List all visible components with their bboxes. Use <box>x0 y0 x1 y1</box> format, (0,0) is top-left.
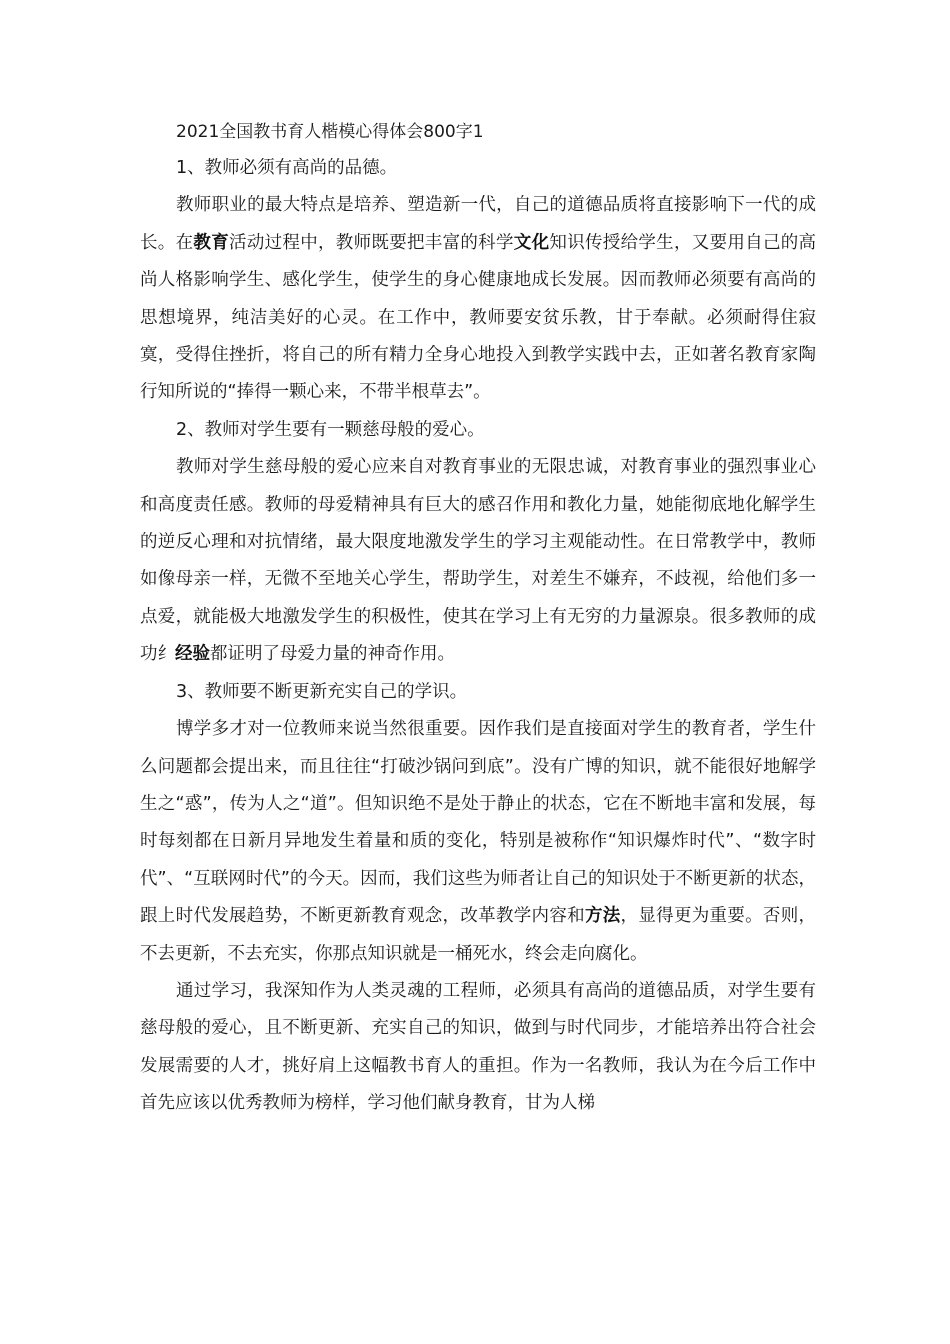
section-paragraph-2 <box>140 449 816 673</box>
paragraph-text-run: 都证明了母爱力量的神奇作用。 <box>210 644 455 665</box>
keyword-link[interactable]: 教育 <box>193 232 230 253</box>
paragraph-text-run: 知识传授给学生，又要用自己的高尚人格影响学生、感化学生，使学生的身心健康地成长发展。因而教师必须要有高尚的思想境界，纯洁美好的心灵。在工作中，教师要安贫乐教，甘于奉献。必须耐得住寂寞，受得住挫折，将自己的所有精力全身心地投入到教学实践中去，正如著名教育家陶行知所说的“捧得一颗心来，不带半根草去”。 <box>140 232 817 403</box>
paragraph-text-run: 教师对学生慈母般的爱心应来自对教育事业的无限忠诚，对教育事业的强烈事业心和高度责任感。教师的母爱精神具有巨大的感召作用和教化力量，她能彻底地化解学生的逆反心理和对抗情绪，最大限度地激发学生的学习主观能动性。在日常教学中，教师如像母亲一样，无微不至地关心学生，帮助学生，对差生不嫌弃，不歧视，给他们多一点爱，就能极大地激发学生的积极性，使其在学习上有无穷的力量源泉。很多教师的成功纟 <box>140 457 816 665</box>
document-body <box>140 114 816 1123</box>
section-paragraph-3 <box>140 711 816 973</box>
keyword-link[interactable]: 方法 <box>584 906 621 927</box>
section-heading-1: 1、教师必须有高尚的品德。 <box>176 158 398 178</box>
paragraph-text-run: ，显得更为重要。否则，不去更新，不去充实，你那点知识就是一桶死水，终会走向腐化。 <box>140 906 817 964</box>
section-paragraph-1 <box>140 187 816 411</box>
closing-paragraph: 通过学习，我深知作为人类灵魂的工程师，必须具有高尚的道德品质，对学生要有慈母般的爱心，且不断更新、充实自己的知识，做到与时代同步，才能培养出符合社会发展需要的人才，挑好肩上这幅教书育人的重担。作为一名教师，我认为在今后工作中首先应该以优秀教师为榜样，学习他们献身教育，甘为人梯 <box>140 980 816 1114</box>
section-heading-2: 2、教师对学生要有一颗慈母般的爱心。 <box>176 419 485 440</box>
keyword-link[interactable]: 文化 <box>513 232 550 253</box>
paragraph-text-run: 博学多才对一位教师来说当然很重要。因作我们是直接面对学生的教育者，学生什么问题都会提出来，而且往往“打破沙锅问到底”。没有广博的知识，就不能很好地解学生之“惑”，传为人之“道”。但知识绝不是处于静止的状态，它在不断地丰富和发展，每时每刻都在日新月异地发生着量和质的变化，特别是被称作“知识爆炸时代”、“数字时代”、“互联网时代”的今天。因而，我们这些为师者让自己的知识处于不断更新的状态，跟上时代发展趋势，不断更新教育观念，改革教学内容和 <box>140 719 816 927</box>
keyword-link[interactable]: 经验 <box>175 644 210 665</box>
document-title: 2021全国教书育人楷模心得体会800字1 <box>176 122 484 142</box>
section-heading-3: 3、教师要不断更新充实自己的学识。 <box>176 681 468 702</box>
paragraph-text-run: 活动过程中，教师既要把丰富的科学 <box>229 232 514 253</box>
paragraph-text-run: 教师职业的最大特点是培养、塑造新一代，自己的道德品质将直接影响下一代的成长。在 <box>140 195 816 253</box>
